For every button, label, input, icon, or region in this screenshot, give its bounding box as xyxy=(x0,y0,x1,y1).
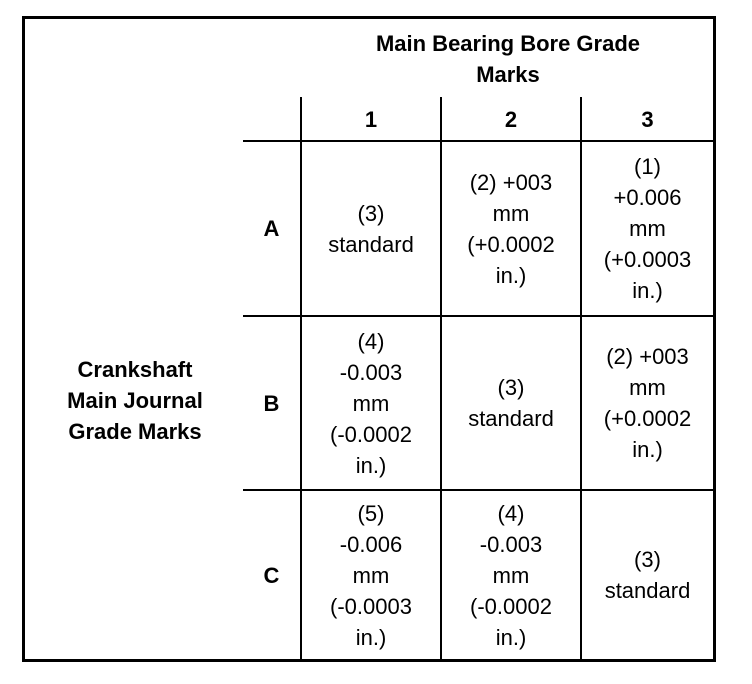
row-header: C xyxy=(263,562,280,588)
table-cell: (2) +003 mm (+0.0002 in.) xyxy=(467,169,555,288)
column-group-header: Main Bearing Bore Grade Marks xyxy=(375,31,641,87)
table-cell: (2) +003 mm (+0.0002 in.) xyxy=(603,344,692,462)
column-header: 1 xyxy=(364,106,378,132)
row-header: B xyxy=(263,390,280,416)
table-cell: (3) standard xyxy=(468,375,554,431)
row-group-header: Crankshaft Main Journal Grade Marks xyxy=(67,357,203,444)
table-cell: (3) standard xyxy=(604,547,691,603)
column-header: 3 xyxy=(641,106,654,132)
column-header: 2 xyxy=(504,106,518,132)
table-cell: (5) -0.006 mm (-0.0003 in.) xyxy=(330,500,412,650)
table-cell: (4) -0.003 mm (-0.0002 in.) xyxy=(330,328,412,478)
table-cell: (4) -0.003 mm (-0.0002 in.) xyxy=(470,500,552,650)
table-cell: (1) +0.006 mm (+0.0003 in.) xyxy=(603,154,692,303)
row-header: A xyxy=(263,216,280,241)
table-cell: (3) standard xyxy=(328,200,414,257)
